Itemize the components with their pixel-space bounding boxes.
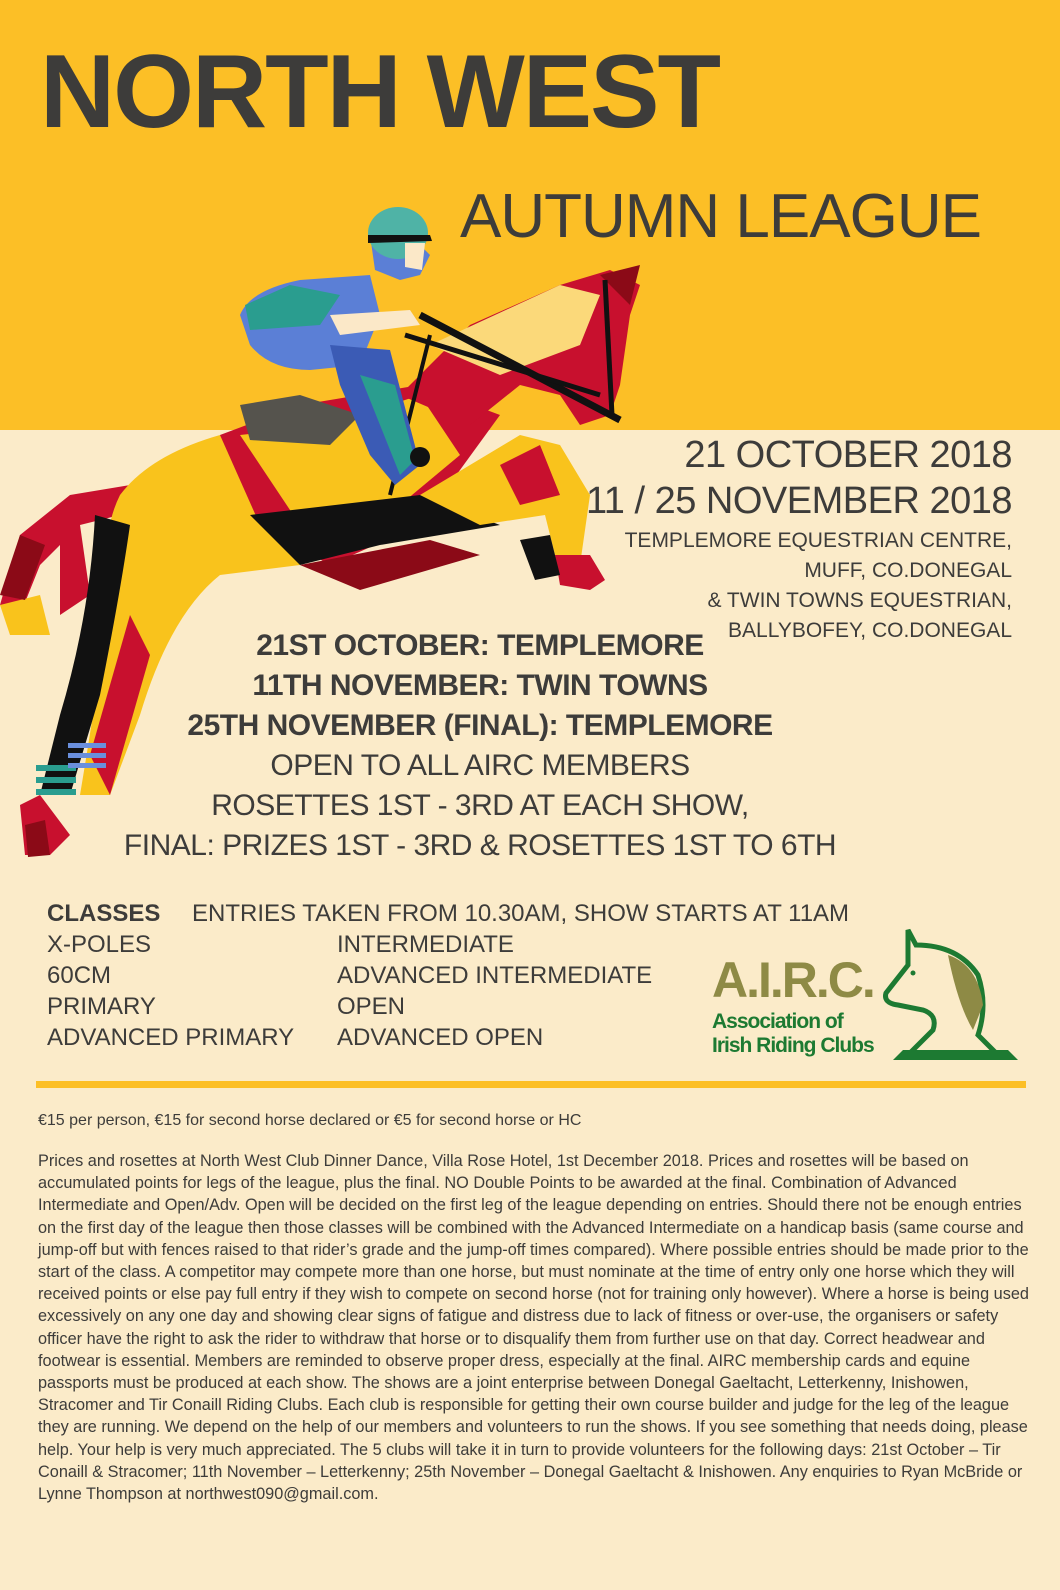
venue-line-1: TEMPLEMORE EQUESTRIAN CENTRE, [624, 529, 1012, 552]
venue-line-3: & TWIN TOWNS EQUESTRIAN, [707, 589, 1012, 612]
schedule-leg-2: 11TH NOVEMBER: TWIN TOWNS [252, 669, 708, 702]
class-item: 60CM [47, 962, 112, 989]
rules-paragraph: Prices and rosettes at North West Club Dinner Dance, Villa Rose Hotel, 1st December 2018. Prices and rosettes will be based on accumulated points for legs of the league, plus the final. NO Double Points to be awarded at the final. Combination of Advanced Intermediate and Open/Adv. Open will be decided on the first leg of the league depending on entries. Should there not be enough entries on the first day of the league then those classes will be combined with the Advanced Intermediate on a handicap basis (same course and jump-off but with fences raised to that rider’s grade and the jump-off times compared). Where possible entries should be made prior to the start of the class. A competitor may compete more than one horse, but must nominate at the time of entry only one horse which they will received points or else pay full entry if they wish to compete on second horse (not for training only however). Where a horse is being used excessively on any one day and showing clear signs of fatigue and distress due to lack of fitness or over-use, the organisers or safety officer have the right to ask the rider to withdraw that horse or to disqualify them from further use on that day. Correct headwear and footwear is essential. Members are reminded to observe proper dress, especially at the final. AIRC membership cards and equine passports must be produced at each show. The shows are a joint enterprise between Donegal Gaeltacht, Letterkenny, Inishowen, Stracomer and Tir Conaill Riding Clubs. Each club is responsible for getting their own course builder and judge for the leg of the league they are running. We depend on the help of our members and volunteers to run the shows. If you see something that needs doing, please help. Your help is very much appreciated. The 5 clubs will take it in turn to provide volunteers for the following days: 21st October – Tir Conaill & Stracomer; 11th November – Letterkenny; 25th November – Donegal Gaeltacht & Inishowen. Any enquiries to Ryan McBride or Lynne Thompson at northwest090@gmail.com. [38, 1152, 1029, 1504]
eligibility-note: OPEN TO ALL AIRC MEMBERS [270, 749, 690, 782]
entry-fee-text: €15 per person, €15 for second horse declared or €5 for second horse or HC [38, 1112, 582, 1129]
rosettes-note: ROSETTES 1ST - 3RD AT EACH SHOW, [211, 789, 749, 822]
section-divider [36, 1081, 1026, 1088]
schedule-block [90, 626, 870, 866]
schedule-final: 25TH NOVEMBER (FINAL): TEMPLEMORE [187, 709, 773, 742]
class-item: ADVANCED INTERMEDIATE [337, 962, 653, 989]
venue-line-4: BALLYBOFEY, CO.DONEGAL [728, 619, 1012, 642]
logo-acronym: A.I.R.C. [712, 952, 874, 1008]
logo-line-1: Association of [712, 1010, 843, 1033]
date-october: 21 OCTOBER 2018 [684, 434, 1012, 476]
schedule-leg-1: 21ST OCTOBER: TEMPLEMORE [256, 629, 704, 662]
classes-heading: CLASSES [47, 900, 161, 927]
class-item: INTERMEDIATE [337, 931, 514, 958]
class-item: PRIMARY [47, 993, 156, 1020]
class-item: OPEN [337, 993, 406, 1020]
venue-line-2: MUFF, CO.DONEGAL [804, 559, 1012, 582]
entries-info: ENTRIES TAKEN FROM 10.30AM, SHOW STARTS AT 11AM [192, 900, 850, 927]
class-item: ADVANCED PRIMARY [47, 1024, 295, 1051]
logo-line-2: Irish Riding Clubs [712, 1034, 874, 1057]
horse-head-logo-icon [878, 925, 1018, 1060]
class-item: X-POLES [47, 931, 152, 958]
poster-subtitle: AUTUMN LEAGUE [460, 182, 981, 251]
event-dates-block [586, 436, 1012, 644]
final-prizes-note: FINAL: PRIZES 1ST - 3RD & ROSETTES 1ST TO 6TH [123, 829, 837, 862]
class-item: ADVANCED OPEN [337, 1024, 544, 1051]
airc-logo [708, 925, 1028, 1065]
date-november: 11 / 25 NOVEMBER 2018 [585, 480, 1012, 522]
poster-title: NORTH WEST [40, 34, 720, 150]
